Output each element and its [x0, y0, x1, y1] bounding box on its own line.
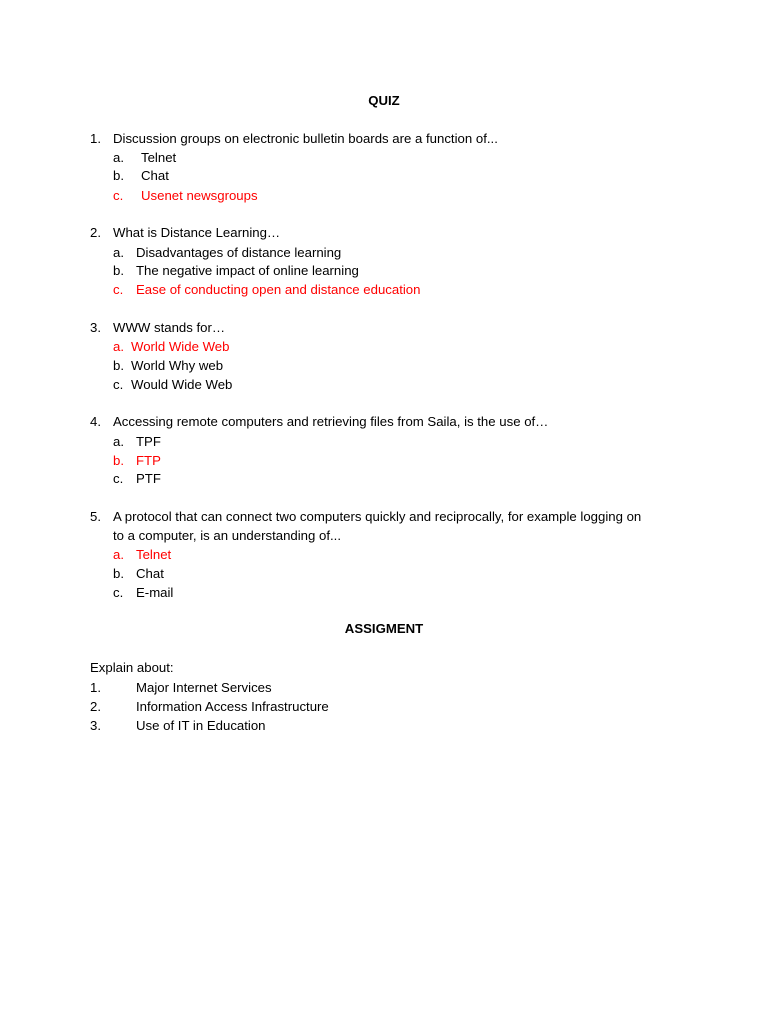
question-2-number: 2.: [90, 225, 101, 240]
option-text: Chat: [141, 168, 169, 183]
option-letter: b.: [113, 168, 124, 183]
option-text: E-mail: [136, 585, 174, 600]
option-letter-correct: c.: [113, 188, 124, 203]
assignment-title: ASSIGMENT: [344, 621, 424, 636]
question-3-number: 3.: [90, 320, 101, 335]
option-text: Chat: [136, 566, 164, 581]
option-letter: a.: [113, 245, 124, 260]
option-text: Telnet: [141, 150, 177, 165]
question-3-text: WWW stands for…: [113, 320, 226, 335]
question-5-number: 5.: [90, 509, 101, 524]
quiz-title: QUIZ: [368, 93, 400, 108]
assignment-item-number: 2.: [90, 699, 101, 714]
assignment-intro: Explain about:: [90, 660, 174, 675]
option-letter: c.: [113, 471, 124, 486]
option-text: TPF: [136, 434, 161, 449]
option-text-correct: World Wide Web: [131, 339, 230, 354]
option-letter-correct: c.: [113, 282, 124, 297]
assignment-item-number: 1.: [90, 680, 101, 695]
option-text-correct: FTP: [136, 453, 161, 468]
question-5-text: A protocol that can connect two computers quickly and reciprocally, for example logging on: [113, 509, 642, 524]
assignment-item-number: 3.: [90, 718, 101, 733]
option-letter-correct: a.: [113, 547, 124, 562]
question-2-text: What is Distance Learning…: [113, 225, 281, 240]
assignment-item-text: Information Access Infrastructure: [136, 699, 329, 714]
question-5-text-continued: to a computer, is an understanding of...: [113, 528, 341, 543]
option-text: PTF: [136, 471, 161, 486]
option-letter: a.: [113, 434, 124, 449]
assignment-item-text: Use of IT in Education: [136, 718, 266, 733]
option-letter: b.: [113, 263, 124, 278]
option-letter: a.: [113, 150, 124, 165]
option-letter: c.: [113, 585, 124, 600]
option-text: Disadvantages of distance learning: [136, 245, 342, 260]
option-text-correct: Ease of conducting open and distance education: [136, 282, 421, 297]
option-letter: b.: [113, 566, 124, 581]
option-text: Would Wide Web: [131, 377, 233, 392]
option-text-correct: Telnet: [136, 547, 172, 562]
option-text: World Why web: [131, 358, 224, 373]
option-letter: b.: [113, 358, 124, 373]
question-4-number: 4.: [90, 414, 101, 429]
question-1-text: Discussion groups on electronic bulletin boards are a function of...: [113, 131, 498, 146]
option-letter-correct: b.: [113, 453, 124, 468]
question-4-text: Accessing remote computers and retrieving files from Saila, is the use of…: [113, 414, 549, 429]
option-letter: c.: [113, 377, 124, 392]
assignment-item-text: Major Internet Services: [136, 680, 272, 695]
option-letter-correct: a.: [113, 339, 124, 354]
option-text-correct: Usenet newsgroups: [141, 188, 258, 203]
question-1-number: 1.: [90, 131, 101, 146]
option-text: The negative impact of online learning: [136, 263, 359, 278]
